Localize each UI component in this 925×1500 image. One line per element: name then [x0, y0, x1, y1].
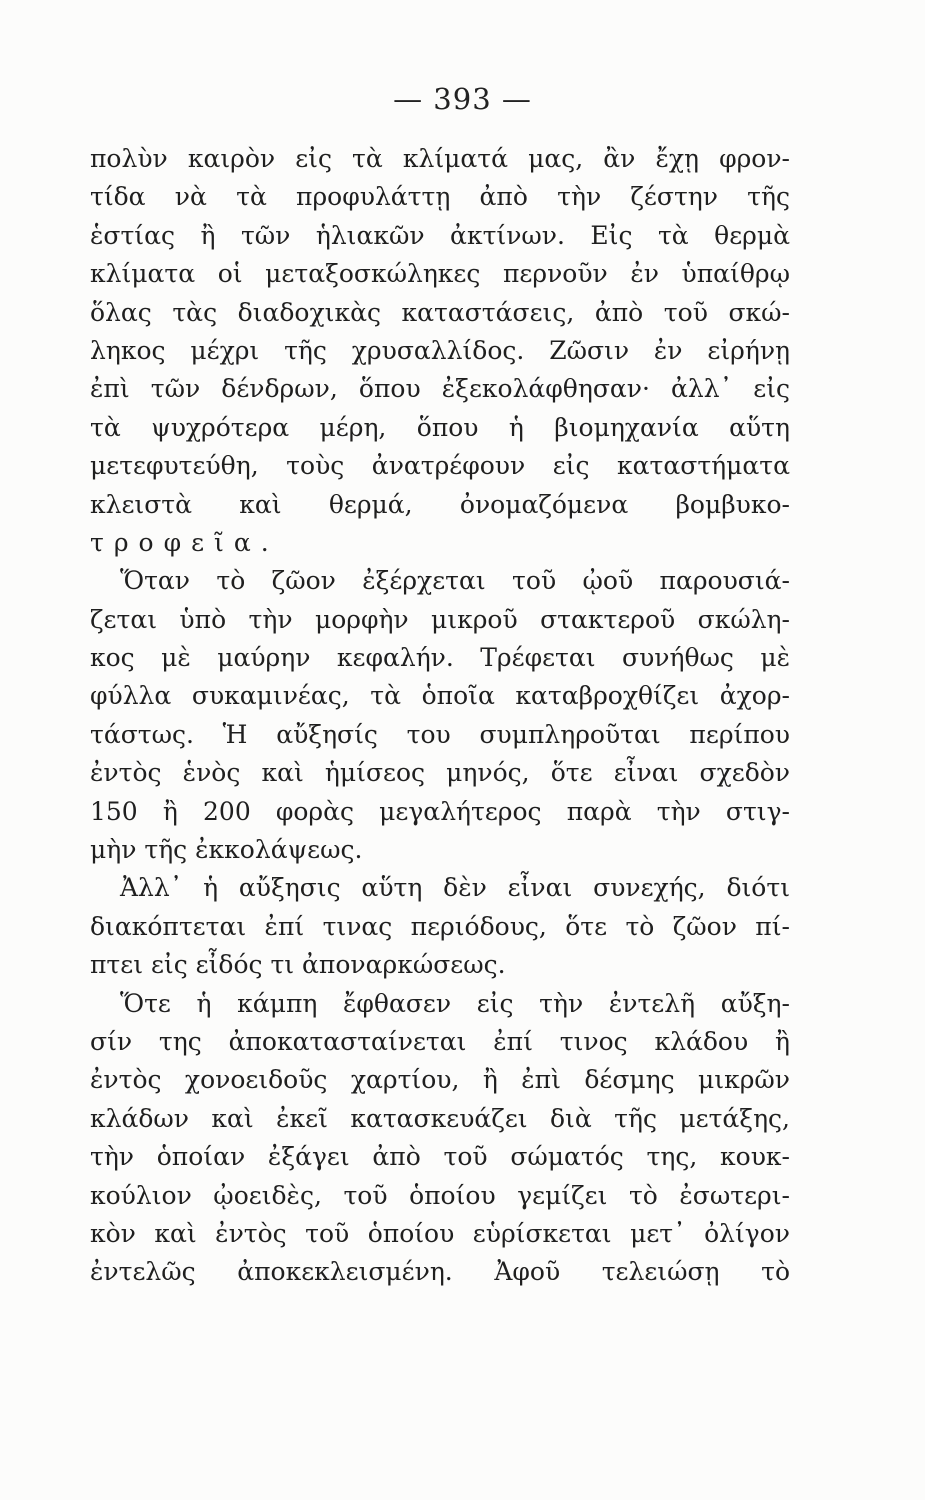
text-line: τίδα νὰ τὰ προφυλάττῃ ἀπὸ τὴν ζέστην τῆς [90, 182, 790, 212]
text-line: ἐπὶ τῶν δένδρων, ὅπου ἐξεκολάφθησαν· ἀλλ᾽ εἰς [90, 374, 790, 404]
text-line: φύλλα συκαμινέας, τὰ ὁποῖα καταβροχθίζει ἀχορ- [90, 681, 790, 711]
text-line: πολὺν καιρὸν εἰς τὰ κλίματά μας, ἂν ἔχῃ φρον- [90, 144, 790, 173]
text-line: ζεται ὑπὸ τὴν μορφὴν μικροῦ στακτεροῦ σκώλη- [90, 604, 790, 634]
text-line: τροφεῖα. [90, 527, 279, 557]
text-line: ληκος μέχρι τῆς χρυσαλλίδος. Ζῶσιν ἐν εἰρήνῃ [90, 335, 790, 365]
text-line: κλειστὰ καὶ θερμά, ὀνομαζόμενα βομβυκο- [90, 489, 790, 519]
text-line: Ὅτε ἡ κάμπη ἔφθασεν εἰς τὴν ἐντελῆ αὔξη- [120, 988, 790, 1018]
text-line: μετεφυτεύθη, τοὺς ἀνατρέφουν εἰς καταστήματα [90, 451, 790, 481]
text-line: Ἀλλ᾽ ἡ αὔξησις αὕτη δὲν εἶναι συνεχής, διότι [120, 873, 790, 903]
text-line: τὴν ὁποίαν ἐξάγει ἀπὸ τοῦ σώματός της, κουκ- [90, 1142, 790, 1172]
text-line: τάστως. Ἡ αὔξησίς του συμπληροῦται περίπου [90, 719, 790, 749]
text-line: μὴν τῆς ἐκκολάψεως. [90, 835, 363, 865]
text-line: διακόπτεται ἐπί τινας περιόδους, ὅτε τὸ ζῶον πί- [90, 911, 790, 941]
text-line: σίν της ἀποκατασταίνεται ἐπί τινος κλάδου ἢ [90, 1026, 790, 1056]
text-line: τὰ ψυχρότερα μέρη, ὅπου ἡ βιομηχανία αὕτη [90, 412, 790, 442]
text-line: πτει εἰς εἶδός τι ἀποναρκώσεως. [90, 950, 506, 980]
text-line: ἑστίας ἢ τῶν ἡλιακῶν ἀκτίνων. Εἰς τὰ θερμὰ [90, 220, 790, 250]
text-line: κλάδων καὶ ἐκεῖ κατασκευάζει διὰ τῆς μετάξης, [90, 1103, 790, 1133]
text-line: κλίματα οἱ μεταξοσκώληκες περνοῦν ἐν ὑπαίθρῳ [90, 259, 790, 289]
text-line: ἐντελῶς ἀποκεκλεισμένη. Ἀφοῦ τελειώσῃ τὸ [90, 1257, 790, 1287]
text-line: κος μὲ μαύρην κεφαλήν. Τρέφεται συνήθως μὲ [90, 643, 790, 673]
text-line: κούλιον ᾠοειδὲς, τοῦ ὁποίου γεμίζει τὸ ἐσωτερι- [90, 1180, 790, 1210]
text-line: ἐντὸς ἑνὸς καὶ ἡμίσεος μηνός, ὅτε εἶναι σχεδὸν [90, 758, 790, 788]
text-line: ὅλας τὰς διαδοχικὰς καταστάσεις, ἀπὸ τοῦ σκώ- [90, 297, 790, 327]
text-line: Ὅταν τὸ ζῶον ἐξέρχεται τοῦ ᾠοῦ παρουσιά- [120, 566, 790, 596]
page-number: — 393 — [393, 82, 532, 116]
text-line: 150 ἢ 200 φορὰς μεγαλήτερος παρὰ τὴν στιγ- [90, 796, 790, 826]
text-line: κὸν καὶ ἐντὸς τοῦ ὁποίου εὑρίσκεται μετ᾽ ὀλίγον [90, 1218, 790, 1248]
body-text [90, 140, 790, 1292]
text-line: ἐντὸς χονοειδοῦς χαρτίου, ἢ ἐπὶ δέσμης μικρῶν [90, 1065, 790, 1095]
